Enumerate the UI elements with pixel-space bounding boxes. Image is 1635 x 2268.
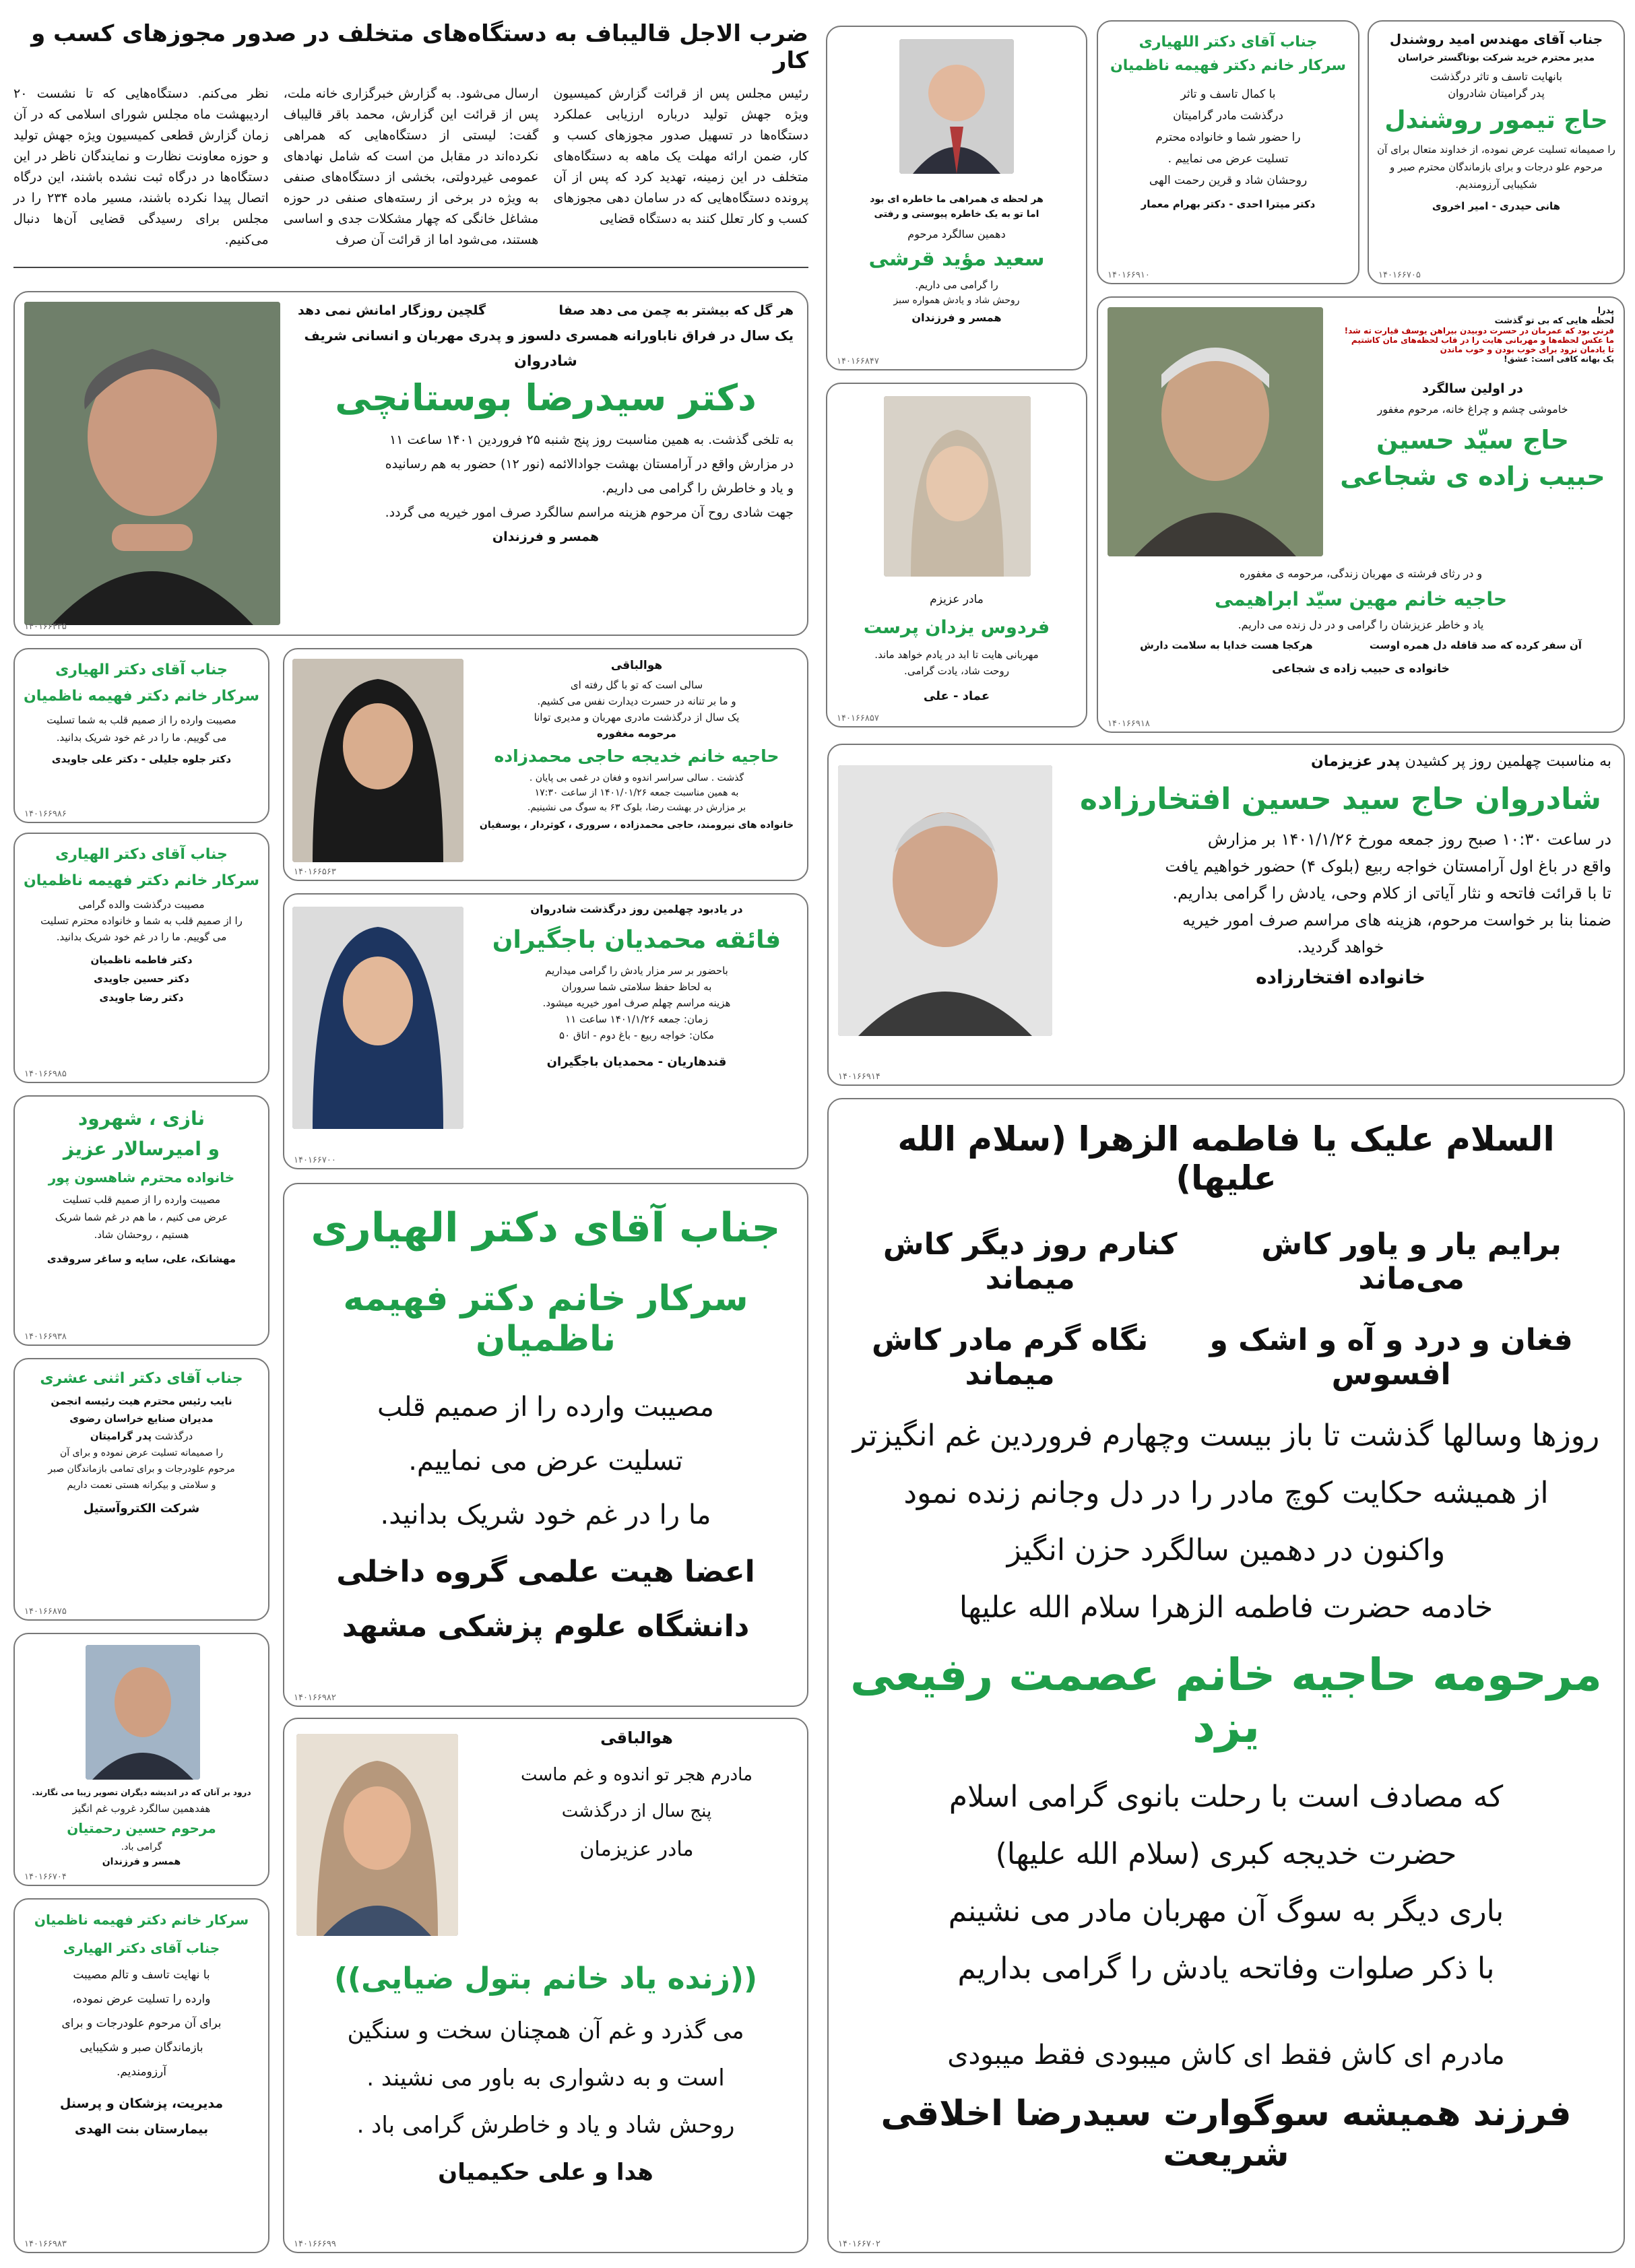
ad-line: درگذشت مادر گرامیتان — [1173, 109, 1283, 123]
ad-line: تا با قرائت فاتحه و نثار آیاتی از کلام وحی، یادش را گرامی بداریم. — [1172, 884, 1611, 903]
ad-line: خانواده محترم شاهسون پور — [48, 1169, 235, 1186]
ad-line: بر مزارش در بهشت رضا، بلوک ۶۳ به سوگ می نشینیم. — [527, 802, 746, 813]
deceased-name: مرحومه حاجیه خانم عصمت رفیعی یزد — [850, 1649, 1602, 1753]
ad-line: خواهد گردید. — [1297, 938, 1384, 957]
ad-line: یاد و خاطر عزیزشان را گرامی و در دل زنده می داریم. — [1238, 618, 1484, 631]
ad-line: است و به دشواری به باور می نشیند . — [366, 2065, 725, 2092]
ad-code: ۱۴۰۱۶۶۶۹۹ — [294, 2239, 336, 2249]
portrait-photo — [86, 1645, 200, 1780]
ad-line: پدر گرامیتان — [90, 1430, 152, 1442]
ad-code: ۱۴۰۱۶۶۹۱۸ — [1108, 719, 1150, 729]
ad-code: ۱۴۰۱۶۶۸۷۵ — [24, 1607, 67, 1617]
ad-line: سرکار خانم دکتر فهیمه ناظمیان — [34, 1912, 249, 1928]
ad-habibzadeh — [1097, 296, 1625, 733]
deceased-name: حاج تیمور روشندل — [1384, 106, 1608, 134]
ad-line: ضمنا بنا بر خواست مرحوم، هزینه های مراسم صرف امور خیریه — [1182, 911, 1611, 930]
ad-boostanchi — [13, 291, 808, 636]
ad-signature: خانواده افتخارزاده — [1256, 966, 1425, 988]
ad-signature: مهشانک، علی، سایه و ساغر سروقدی — [46, 1253, 236, 1265]
ad-code: ۱۴۰۱۶۶۹۳۸ — [24, 1332, 67, 1342]
ad-line: جناب آقای دکتر الهیاری — [55, 846, 228, 863]
ad-line: را صمیمانه تسلیت عرض نموده و برای آن — [60, 1448, 223, 1458]
deceased-name: شادروان حاج سید حسین افتخارزاده — [1080, 782, 1601, 816]
ad-signature: هانی حیدری - امیر اخروی — [1432, 200, 1561, 212]
ad-signature: دکتر حسین جاویدی — [94, 973, 189, 985]
news-article — [13, 20, 808, 267]
portrait-photo — [24, 302, 280, 625]
ad-line: و امیرسالار عزیز — [63, 1138, 220, 1160]
ad-poem: مادرم هجر تو اندوه و غم ماست — [520, 1765, 753, 1785]
portrait-photo — [1108, 307, 1323, 556]
deceased-name: حاجیه خانم مهین سیّد ابراهیمی — [1214, 588, 1508, 610]
ad-code: ۱۴۰۱۶۶۹۱۴ — [838, 1072, 880, 1082]
ad-line: با کمال تاسف و تاثر — [1180, 88, 1276, 101]
ad-line: تسلیت عرض می نماییم . — [1167, 152, 1289, 166]
ad-line: مرحوم علودرجات و برای تمامی بازماندگان صبر — [48, 1464, 235, 1475]
ad-line: هوالباقی — [610, 659, 663, 672]
ad-poem: برایم یار و یاور کاش می‌ماند — [1261, 1227, 1562, 1296]
deceased-name: حاجیه خانم خدیجه حاجی محمدزاده — [494, 746, 779, 766]
ad-line: را گرامی می داریم. — [915, 279, 998, 291]
ad-line: مادر عزیزمان — [579, 1838, 694, 1861]
deceased-name: حبیب زاده ی شجاعی — [1340, 461, 1605, 491]
ad-line: را حضور شما و خانواده محترم — [1155, 131, 1301, 144]
ad-line: واکنون در دهمین سالگرد حزن انگیز — [1006, 1533, 1446, 1567]
ad-signature: خانواده های نیرومند، حاجی محمدزاده ، سروری ، کوثردار ، یوسفیان — [479, 820, 794, 831]
deceased-name: سعید مؤید قرشی — [868, 247, 1045, 271]
ad-poem: فرنی بود که عمرمان در حسرت دوبیدن بیراهن یوسف قیارت ته شد! — [1344, 326, 1614, 335]
ad-line: حضرت خدیجه کبری (سلام الله علیها) — [995, 1837, 1457, 1871]
ad-line: باری دیگر به سوگ آن مهربان مادر می نشینم — [948, 1894, 1504, 1929]
ad-line: سرکار خانم دکتر فهیمه ناظمیان — [1110, 57, 1347, 74]
portrait-photo — [296, 1734, 458, 1936]
ad-line: سالی است که تو با گل رفته ای — [570, 679, 703, 691]
ad-line: روحش شاد و یاد و خاطرش گرامی باد . — [356, 2112, 735, 2139]
deceased-name: دکتر سیدرضا بوستانچی — [335, 377, 757, 419]
ad-line: گذشت . سالی سراسر اندوه و فغان در غمی بی پایان . — [529, 773, 744, 783]
ad-line: روحش شاد و یادش همواره سبز — [893, 295, 1020, 306]
ad-signature: دکتر میترا احدی - دکتر بهرام معمار — [1141, 198, 1316, 210]
news-title: ضرب الاجل قالیباف به دستگاه‌های متخلف در صدور مجوزهای کسب و کار — [31, 20, 808, 74]
ad-line: درگذشت — [154, 1430, 193, 1442]
ad-line: هزینه مراسم چهلم صرف امور خیریه میشود. — [542, 997, 731, 1009]
ad-line: عرض می کنیم ، ما هم در غم شما شریک — [55, 1211, 228, 1223]
ad-signature: بیمارستان بنت الهدی — [74, 2122, 209, 2137]
ad-line: مرحومه مغفوره — [597, 727, 676, 740]
ad-line: از همیشه حکایت کوچ مادر را در دل وجانم زنده نمود — [903, 1476, 1549, 1510]
ad-hajimohammadzadeh — [283, 648, 808, 881]
ad-poem: آن سفر کرده که صد قافله دل همره اوست — [1369, 639, 1582, 651]
ad-line: یک سال در فراق ناباورانه همسری دلسوز و پدری مهربان و انسانی شریف — [304, 327, 794, 344]
ad-line: به همین مناسبت جمعه ۱۴۰۱/۰۱/۲۶ از ساعت ۱۷:۳۰ — [534, 787, 739, 798]
ad-line: پدر گرامیتان شادروان — [1448, 87, 1545, 100]
news-col-2: ارسال می‌شود. به گزارش خبرگزاری خانه ملت، پس از قرائت این گزارش، محمد باقر قالیباف گفت: لیستی از دستگاه‌هایی که همراهی نکرده‌اند در مقابل من است که شامل نهادهای عمومی غیردولتی، بخشی از دستگاه‌های صنفی به ویژه در برخی از رسته‌های صنفی در حوزه مشاغل خانگی که چهار مشکلات جدی و اساسی هستند، می‌شود اما از قرائت آن صرف — [283, 86, 539, 247]
ad-signature: مدیریت، پزشکان و پرسنل — [59, 2096, 224, 2111]
ad-code: ۱۴۰۱۶۶۷۰۰ — [294, 1155, 336, 1165]
ad-line: بازماندگان صبر و شکیبایی — [79, 2041, 203, 2054]
ad-line: مکان: خواجه ربیع - باغ دوم - اتاق ۵۰ — [559, 1029, 714, 1041]
ad-line: و ما بر تنانه در حسرت دیدارت نفس می کشیم. — [537, 695, 736, 707]
ad-line: جهت شادی روح آن مرحوم هزینه مراسم سالگرد صرف امور خیریه می گردد. — [385, 505, 794, 520]
ad-line: به لحاظ حفظ سلامتی شما سروران — [561, 981, 712, 993]
ad-line: وارده را تسلیت عرض نموده، — [72, 1992, 211, 2006]
ad-code: ۱۴۰۱۶۶۸۵۷ — [837, 713, 879, 723]
ad-line: را صمیمانه تسلیت عرض نموده، از خداوند متعال برای آن مرحوم علو درجات و برای بازماندگان محترم صبر و شکیبایی آرزومندیم. — [1377, 143, 1615, 191]
ad-line: شادروان — [514, 353, 577, 370]
ad-line: خاموشی چشم و چراغ خانه، مرحوم مغفور — [1377, 403, 1568, 416]
ad-asnaashari — [13, 1358, 269, 1621]
ad-line: مصیبت وارده را از صمیم قلب تسلیت — [62, 1194, 220, 1206]
ad-caption: اما تو به یک خاطره پیوستی و رفتی — [874, 209, 1039, 220]
ad-line: گرامی باد. — [121, 1842, 162, 1852]
ad-line: می گوییم. ما را در غم خود شریک بدانید. — [56, 732, 227, 744]
ad-poem: فغان و درد و آه و اشک و افسوس — [1209, 1323, 1573, 1392]
ad-line: مصیبت درگذشت والده گرامی — [78, 899, 205, 911]
ad-code: ۱۴۰۱۶۶۸۴۷ — [837, 356, 879, 366]
ad-line: روحت شاد، یادت گرامی. — [904, 665, 1009, 677]
ad-line: مصیبت وارده را از صمیم قلب به شما تسلیت — [46, 714, 236, 726]
ad-signature: دکتر رضا جاویدی — [99, 992, 184, 1004]
ad-signature: همسر و فرزندان — [911, 311, 1002, 324]
ad-line: جناب آقای دکتر الهیاری — [55, 661, 228, 678]
ad-line: هوالباقی — [600, 1728, 673, 1747]
ad-poem: تا یادمان نرود برای خوب بودن و خوب ماندن — [1440, 345, 1614, 354]
ad-line: جناب آقای مهندس امید روشندل — [1389, 31, 1603, 47]
ad-line: مدیران صنایع خراسان رضوی — [69, 1413, 214, 1425]
ad-line: و سلامتی و بیکرانه هستی نعمت داریم — [67, 1480, 216, 1491]
ad-line: مصیبت وارده را از صمیم قلب — [377, 1392, 714, 1423]
ad-signature: دانشگاه علوم پزشکی مشهد — [342, 1609, 750, 1644]
ad-line: و یاد و خاطرش را گرامی می داریم. — [602, 481, 794, 496]
ad-line: جناب آقای دکتر الهیاری — [63, 1940, 220, 1956]
ad-code: ۱۴۰۱۶۶۹۱۰ — [1108, 270, 1150, 280]
ad-poem: کنارم روز دیگر کاش میماند — [883, 1227, 1178, 1296]
ad-line: مهربانی هایت تا ابد در یادم خواهد ماند. — [874, 649, 1039, 661]
ad-line: مادرم ای کاش فقط ای کاش میبودی فقط میبودی — [947, 2040, 1505, 2071]
ad-yazdanparast — [826, 383, 1087, 727]
ad-line: سرکار خانم دکتر فهیمه ناظمیان — [343, 1278, 748, 1359]
ad-line: آرزومندیم. — [117, 2065, 166, 2079]
ad-poem: یک بهانه کافی است: عشق! — [1504, 354, 1614, 364]
ad-line: به تلخی گذشت. به همین مناسبت روز پنج شنبه ۲۵ فروردین ۱۴۰۱ ساعت ۱۱ — [389, 432, 794, 447]
portrait-photo — [884, 396, 1031, 577]
ad-line: با ذکر صلوات وفاتحه یادش را گرامی بداریم — [957, 1951, 1495, 1986]
ad-line: می گذرد و غم آن همچنان سخت و سنگین — [347, 2017, 744, 2044]
ad-line: و در رثای فرشته ی مهربان زندگی، مرحومه ی مغفوره — [1239, 567, 1483, 580]
ad-line: ما را در غم خود شریک بدانید. — [380, 1499, 711, 1530]
ad-signature: قندهاریان - محمدیان باجگیران — [546, 1055, 727, 1069]
ad-caption: درود بر آنان که در اندیشه دیگران تصویر زیبا می نگارند. — [32, 1788, 251, 1797]
ad-code: ۱۴۰۱۶۶۷۰۴ — [24, 1872, 67, 1882]
ad-line: روزها وسالها گذشت تا باز بیست وچهارم فروردین غم انگیزتر — [852, 1419, 1600, 1453]
ad-line: مادر عزیزم — [930, 593, 984, 606]
ad-eftekharzadeh — [827, 744, 1625, 1086]
ad-poem: هرکجا هست خدایا به سلامت دارش — [1140, 639, 1313, 651]
ad-line: روحشان شاد و قرین رحمت الهی — [1149, 174, 1308, 187]
deceased-name: مرحوم حسین رحمتیان — [67, 1820, 216, 1836]
ad-code: ۱۴۰۱۶۶۴۳۵ — [24, 622, 67, 632]
ad-caption: هر لحظه ی همراهی ما خاطره ای بود — [870, 194, 1044, 205]
ad-signature: همسر و فرزندان — [102, 1856, 181, 1867]
ad-signature: خانواده ی حبیب زاده ی شجاعی — [1272, 662, 1450, 676]
ad-line: هفدهمین سالگرد غروب غم انگیز — [72, 1803, 211, 1815]
ad-code: ۱۴۰۱۶۶۵۶۳ — [294, 867, 336, 877]
ad-line: مدیر محترم خرید شرکت بوتاگستر خراسان — [1397, 53, 1595, 63]
ad-line: جناب آقای دکتر الهیاری — [311, 1204, 781, 1252]
deceased-name: فائقه محمدیان باجگیران — [492, 926, 781, 954]
ad-poem: لحظه هایی که بی تو گذشت — [1494, 316, 1614, 326]
deceased-name: فردوس یزدان پرست — [863, 617, 1050, 638]
ad-line: جناب آقای دکتر اثنی عشری — [40, 1370, 243, 1387]
ad-line: در ساعت ۱۰:۳۰ صبح روز جمعه مورخ ۱۴۰۱/۱/۲۶ بر مزارش — [1207, 830, 1611, 849]
ad-signature: دکتر فاطمه ناظمیان — [90, 954, 193, 966]
ad-rahmatian — [13, 1633, 269, 1886]
ad-signature: هدا و علی حکیمیان — [438, 2159, 653, 2186]
ad-line: برای آن مرحوم علودرجات و برای — [61, 2017, 222, 2030]
ad-line: سرکار خانم دکتر فهیمه ناظمیان — [23, 872, 260, 889]
ad-line: بانهایت تاسف و تاثر درگذشت — [1430, 70, 1563, 83]
ad-code: ۱۴۰۱۶۶۹۸۳ — [24, 2239, 67, 2249]
ad-code: ۱۴۰۱۶۶۹۸۲ — [294, 1693, 336, 1703]
news-divider — [13, 267, 808, 268]
ad-poem: هر گل که بیشتر به چمن می دهد صفا — [558, 303, 794, 318]
ad-line: جناب آقای دکتر اللهیاری — [1139, 34, 1318, 51]
ad-line: زمان: جمعه ۱۴۰۱/۱/۲۶ ساعت ۱۱ — [565, 1013, 708, 1025]
ad-line: نایب رئیس محترم هیت رئیسه انجمن — [51, 1395, 232, 1407]
portrait-photo — [899, 39, 1014, 174]
ad-rafiei-yazd — [827, 1098, 1625, 2253]
ad-poem: ما عکس لحظه‌ها و مهربانی هایت را در قاب لحظه‌های مان کاشتیم — [1351, 335, 1614, 345]
ad-line: در یادبود چهلمین روز درگذشت شادروان — [530, 903, 743, 915]
ad-line: در اولین سالگرد — [1422, 381, 1523, 396]
ad-line: نازی ، شهرود — [77, 1107, 205, 1130]
ad-line: باحضور بر سر مزار یادش را گرامی میداریم — [545, 965, 728, 977]
ad-code: ۱۴۰۱۶۶۹۸۵ — [24, 1069, 67, 1079]
ad-line: به مناسبت چهلمین روز پر کشیدن — [1405, 753, 1611, 770]
ad-line: پدر عزیزمان — [1310, 753, 1401, 770]
ad-line: پنج سال از درگذشت — [561, 1801, 712, 1821]
ad-line: یک سال از درگذشت مادری مهربان و مدیری توانا — [534, 711, 740, 723]
ad-line: با نهایت تاسف و تالم مصیبت — [73, 1968, 210, 1982]
portrait-photo — [292, 659, 463, 862]
ad-line: هستیم ، روحشان شاد. — [94, 1229, 189, 1241]
ad-signature: شرکت الکتروآستیل — [83, 1501, 200, 1516]
ad-roshandel — [1368, 20, 1625, 284]
ad-shahsavanpour — [13, 1095, 269, 1346]
ad-signature: عماد - علی — [923, 689, 990, 703]
ad-signature: فرزند همیشه سوگوارت سیدرضا اخلاقی شریعت — [880, 2094, 1572, 2174]
ad-nazemian-family — [13, 833, 269, 1083]
deceased-name: ((زنده یاد خانم بتول ضیایی)) — [333, 1962, 758, 1996]
ad-signature: دکتر جلوه جلیلی - دکتر علی جاویدی — [51, 753, 232, 765]
ad-ziaee — [283, 1718, 808, 2253]
ad-mohammadian — [283, 893, 808, 1169]
ad-ahadi — [1097, 20, 1359, 284]
ad-line: را از صمیم قلب به شما و خانواده محترم تسلیت — [40, 915, 243, 927]
ad-signature: همسر و فرزندان — [492, 529, 600, 544]
ad-poem: نگاه گرم مادر کاش میماند — [871, 1323, 1149, 1392]
ad-bentolhoda — [13, 1898, 269, 2253]
ad-line: خادمه حضرت فاطمه الزهرا سلام الله علیها — [959, 1590, 1494, 1625]
ad-line: دهمین سالگرد مرحوم — [907, 228, 1006, 240]
portrait-photo — [838, 765, 1052, 1036]
ad-line: در مزارش واقع در آرامستان بهشت جوادالائمه (نور ۱۲) حضور به هم رسانیده — [385, 457, 794, 472]
ad-signature: اعضا هیت علمی گروه داخلی — [336, 1555, 755, 1589]
ad-code: ۱۴۰۱۶۶۷۰۵ — [1378, 270, 1421, 280]
ad-line: السلام علیک یا فاطمه الزهرا (سلام الله علیها) — [897, 1120, 1555, 1198]
ad-poem: گلچین روزگار امانش نمی دهد — [298, 303, 486, 318]
ad-line: واقع در باغ اول آرامستان خواجه ربیع (بلوک ۴) حضور خواهیم یافت — [1165, 857, 1611, 876]
ad-line: سرکار خانم دکتر فهیمه ناظمیان — [23, 688, 260, 705]
ad-faculty-internal — [283, 1183, 808, 1707]
ad-code: ۱۴۰۱۶۶۹۸۶ — [24, 809, 67, 819]
ad-ghoreishi — [826, 26, 1087, 370]
ad-line: تسلیت عرض می نماییم. — [408, 1446, 683, 1477]
ad-line: می گوییم. ما را در غم خود شریک بدانید. — [56, 931, 227, 943]
news-col-1: رئیس مجلس پس از قرائت گزارش کمیسیون ویژه جهش تولید درباره ارزیابی عملکرد دستگاه‌ها در تسهیل صدور مجوزهای کسب و کار، ضمن ارائه مهلت یک ماهه به دستگاه‌های متخلف در این زمینه، تهدید کرد که پس از آن پرونده دستگاه‌هایی که در سامان دهی مجوزهای کسب و کار تعلل کنند به دستگاه قضایی — [553, 86, 808, 226]
portrait-photo — [292, 907, 463, 1129]
ad-jalili — [13, 648, 269, 823]
news-col-3: نظر می‌کنم. دستگاه‌هایی که تا نشست ۲۰ اردیبهشت ماه مجلس شورای اسلامی که در آن زمان گزارش قطعی کمیسیون ویژه جهش تولید و حوزه معاونت نظارت و نمایندگان ناظر در این دستگاه‌ها در درگاه ثبت نشده باشند، این درگاه اتصال پیدا نکرده باشند، مسیر ماده ۲۳۴ را در مجلس برای رسیدگی قضایی آن‌ها دنبال می‌کنیم. — [13, 86, 269, 247]
ad-line: که مصادف است با رحلت بانوی گرامی اسلام — [949, 1780, 1504, 1814]
ad-poem: پدرا — [1597, 306, 1614, 316]
deceased-name: حاج سیّد حسین — [1376, 425, 1570, 455]
ad-code: ۱۴۰۱۶۶۷۰۲ — [838, 2239, 880, 2249]
